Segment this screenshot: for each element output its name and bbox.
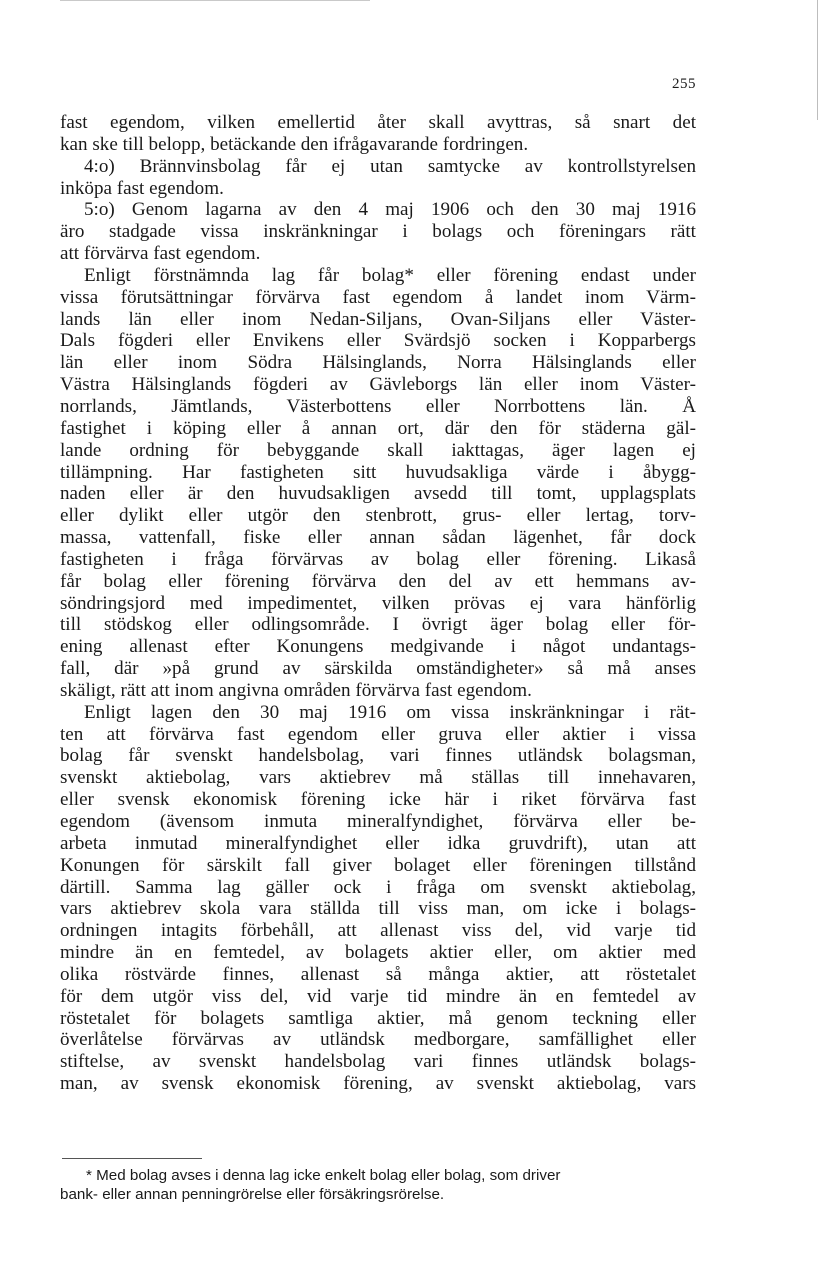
footnote-line: * Med bolag avses i denna lag icke enkelt bolag eller bolag, som driver <box>86 1167 561 1184</box>
text-line: vars aktiebrev skola vara ställda till viss man, om icke i bolags- <box>60 898 696 920</box>
text-line: Konungen för särskilt fall giver bolaget eller föreningen tillstånd <box>60 854 696 876</box>
text-line: fast egendom, vilken emellertid åter skall avyttras, så snart det <box>60 112 696 133</box>
text-line: ening allenast efter Konungens medgivande i något undantags- <box>60 636 696 658</box>
footnote-line: bank- eller annan penningrörelse eller försäkringsrörelse. <box>60 1186 445 1203</box>
footnote <box>60 1166 696 1204</box>
text-line: lands län eller inom Nedan-Siljans, Ovan-Siljans eller Väster- <box>60 308 696 330</box>
text-line: skäligt, rätt att inom angivna områden förvärva fast egendom. <box>60 679 532 701</box>
text-line: 4:o) Brännvinsbolag får ej utan samtycke av kontrollstyrelsen <box>84 155 696 177</box>
text-line: bolag får svenskt handelsbolag, vari finnes utländsk bolagsman, <box>60 745 696 767</box>
text-line: därtill. Samma lag gäller ock i fråga om svenskt aktiebolag, <box>60 876 696 898</box>
text-line: fall, där »på grund av särskilda omständigheter» så må anses <box>60 658 696 680</box>
text-line: kan ske till belopp, betäckande den ifrågavarande fordringen. <box>60 133 529 155</box>
text-line: får bolag eller förening förvärva den del av ett hemmans av- <box>60 570 696 592</box>
footnote-divider <box>62 1158 202 1159</box>
text-line: Enligt förstnämnda lag får bolag* eller förening endast under <box>84 264 696 286</box>
text-line: egendom (ävensom inmuta mineralfyndighet, förvärva eller be- <box>60 811 696 832</box>
text-line: röstetalet för bolagets samtliga aktier, må genom teckning eller <box>60 1007 696 1029</box>
top-scan-edge <box>60 0 370 1</box>
text-line: norrlands, Jämtlands, Västerbottens eller Norrbottens län. Å <box>60 395 696 417</box>
text-line: arbeta inmutad mineralfyndighet eller idka gruvdrift), utan att <box>60 832 696 854</box>
text-line: Dals fögderi eller Envikens eller Svärdsjö socken i Kopparbergs <box>60 330 696 352</box>
text-line: eller dylikt eller utgör den stenbrott, grus- eller lertag, torv- <box>60 505 696 527</box>
text-line: län eller inom Södra Hälsinglands, Norra Hälsinglands eller <box>60 352 696 374</box>
body-text <box>60 112 696 1095</box>
text-line: söndringsjord med impedimentet, vilken prövas ej vara hänförlig <box>60 592 696 614</box>
text-line: man, av svensk ekonomisk förening, av svenskt aktiebolag, vars <box>60 1073 696 1095</box>
text-line: att förvärva fast egendom. <box>60 243 261 265</box>
text-line: inköpa fast egendom. <box>60 177 224 199</box>
text-line: fastighet i köping eller å annan ort, där den för städerna gäl- <box>60 417 696 439</box>
page-number: 255 <box>672 76 696 92</box>
text-line: olika röstvärde finnes, allenast så många aktier, att röstetalet <box>60 963 696 985</box>
text-line: fastigheten i fråga förvärvas av bolag eller förening. Likaså <box>60 548 696 570</box>
text-line: 5:o) Genom lagarna av den 4 maj 1906 och den 30 maj 1916 <box>84 199 696 221</box>
right-scan-edge <box>817 0 818 120</box>
text-line: ten att förvärva fast egendom eller gruva eller aktier i vissa <box>60 723 696 745</box>
text-line: tillämpning. Har fastigheten sitt huvudsakliga värde i åbygg- <box>60 461 696 483</box>
text-line: äro stadgade vissa inskränkningar i bolags och föreningars rätt <box>60 221 696 243</box>
text-line: ordningen intagits förbehåll, att allenast viss del, vid varje tid <box>60 920 696 942</box>
text-line: lande ordning för bebyggande skall iakttagas, äger lagen ej <box>60 439 696 461</box>
text-line: Västra Hälsinglands fögderi av Gävleborgs län eller inom Väster- <box>60 374 696 396</box>
text-line: mindre än en femtedel, av bolagets aktier eller, om aktier med <box>60 942 696 964</box>
text-line: Enligt lagen den 30 maj 1916 om vissa inskränkningar i rät- <box>84 701 696 723</box>
text-line: stiftelse, av svenskt handelsbolag vari finnes utländsk bolags- <box>60 1051 696 1073</box>
text-line: naden eller är den huvudsakligen avsedd till tomt, upplagsplats <box>60 483 696 505</box>
text-line: massa, vattenfall, fiske eller annan sådan lägenhet, får dock <box>60 527 696 549</box>
text-line: för dem utgör viss del, vid varje tid mindre än en femtedel av <box>60 985 696 1007</box>
text-line: eller svensk ekonomisk förening icke här i riket förvärva fast <box>60 789 696 811</box>
text-line: överlåtelse förvärvas av utländsk medborgare, samfällighet eller <box>60 1029 696 1051</box>
text-line: till stödskog eller odlingsområde. I övrigt äger bolag eller för- <box>60 614 696 636</box>
text-line: svenskt aktiebolag, vars aktiebrev må ställas till innehavaren, <box>60 767 696 789</box>
text-line: vissa förutsättningar förvärva fast egendom å landet inom Värm- <box>60 286 696 308</box>
